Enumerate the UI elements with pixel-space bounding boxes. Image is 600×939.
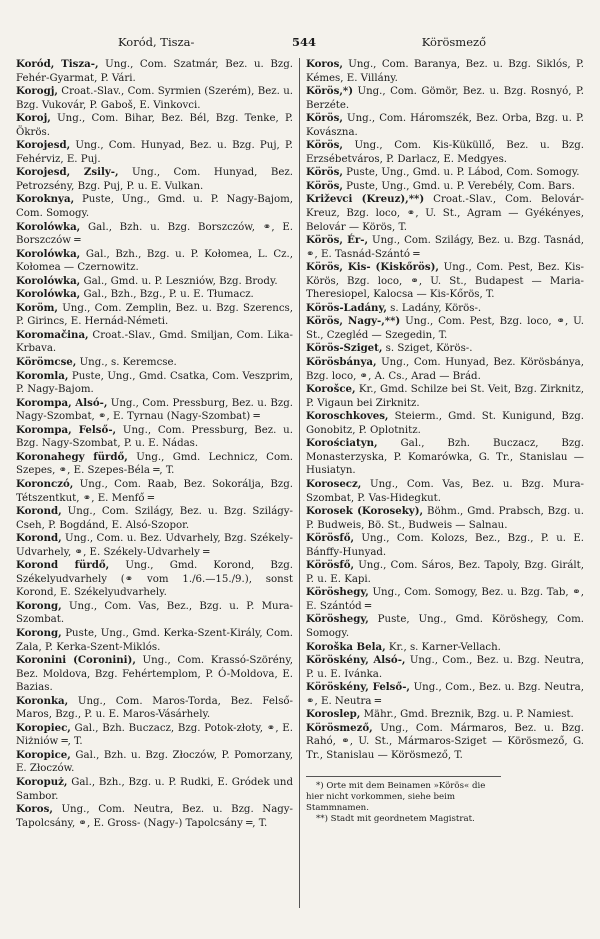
entry-text: Ung., Com. Kis-Küküllő, Bez. u. Bzg. Erzsébetváros, P. Darlacz, E. Medgyes.	[306, 140, 584, 165]
entry-headword: Köröshegy,	[306, 613, 369, 626]
gazetteer-entry	[16, 275, 293, 289]
entry-text: Ung., Com., Bez. u. Bzg. Neutra, ⚭, E. Neutra ═	[306, 682, 584, 707]
entry-headword: Körös,*)	[306, 85, 354, 98]
gazetteer-entry	[16, 505, 293, 532]
entry-text: Gal., Gmd. u. P. Leszniów, Bzg. Brody.	[80, 275, 278, 287]
entry-text: Gal., Bzh., Bzg., P. u. E. Tłumacz.	[80, 289, 254, 301]
entry-headword: Koroknya,	[16, 193, 75, 206]
entry-text: Gal., Bzh., Bzg. u. P. Kołomea, L. Cz., Kołomea — Czernowitz.	[16, 248, 293, 274]
entry-text: Steierm., Gmd. St. Kunigund, Bzg. Gonobitz, P. Oplotnitz.	[306, 411, 584, 436]
entry-headword: Körösfő,	[306, 559, 355, 572]
gazetteer-columns	[16, 58, 586, 908]
entry-headword: Körös,	[306, 112, 343, 125]
gazetteer-entry	[16, 139, 293, 166]
entry-headword: Koropiec,	[16, 721, 71, 734]
entry-text: Ung., Com. u. Bez. Udvarhely, Bzg. Székely-Udvarhely, ⚭, E. Székely-Udvarhely ═	[16, 533, 293, 558]
entry-headword: Korond,	[16, 505, 62, 518]
entry-text: Ung., Com. Raab, Bez. Sokorálja, Bzg. Tétszentkut, ⚭, E. Menfő ═	[16, 478, 293, 504]
entry-headword: Köröshegy,	[306, 586, 369, 599]
entry-text: Ung., Com. Pressburg, Bez. u. Bzg. Nagy-Szombat, ⚭, E. Tyrnau (Nagy-Szombat) ═	[16, 397, 293, 423]
gazetteer-entry	[306, 532, 584, 559]
entry-text: Ung., Com. Zemplin, Bez. u. Bzg. Szerencs, P. Girincs, E. Hernád-Németi.	[16, 302, 293, 328]
gazetteer-entry	[306, 613, 584, 640]
entry-headword: Koros,	[16, 803, 53, 816]
gazetteer-entry	[16, 451, 293, 478]
gazetteer-entry	[16, 193, 293, 220]
gazetteer-entry	[16, 356, 293, 370]
entry-headword: Körös-Sziget,	[306, 342, 383, 355]
gazetteer-entry	[306, 166, 584, 180]
entry-headword: Korond fürdő,	[16, 559, 110, 572]
entry-headword: Körös, Ér-,	[306, 234, 369, 247]
right-column	[300, 58, 584, 908]
entry-headword: Korompa, Felső-,	[16, 423, 117, 436]
gazetteer-entry	[306, 193, 584, 234]
gazetteer-entry	[306, 559, 584, 586]
entry-text: Ung., Gmd. Lechnicz, Com. Szepes, ⚭, E. Szepes-Béla ═, T.	[16, 451, 293, 477]
gazetteer-entry	[16, 532, 293, 559]
gazetteer-entry	[16, 654, 293, 695]
gazetteer-entry	[16, 749, 293, 776]
entry-text: Böhm., Gmd. Prabsch, Bzg. u. P. Budweis, Bö. St., Budweis — Salnau.	[306, 506, 584, 531]
entry-headword: Körös,	[306, 139, 343, 152]
entry-headword: Koropuż,	[16, 775, 68, 788]
entry-text: Gal., Bzh., Bzg. u. P. Rudki, E. Gródek und Sambor.	[16, 776, 293, 802]
entry-text: Gal., Bzh. Buczacz, Bzg. Monasterzyska, P. Komarówka, G. Tr., Stanislau — Husiatyn.	[306, 438, 584, 477]
entry-text: Ung., Com. Vas, Bez. u. Bzg. Mura-Szombat, P. Vas-Hidegkut.	[306, 478, 584, 504]
entry-text: Ung., Com. Pest, Bzg. loco, ⚭, U. St., Czegléd — Szegedin, T.	[306, 316, 584, 341]
entry-headword: Koronka,	[16, 694, 69, 707]
entry-text: Puste, Ung., Gmd. u. P. Nagy-Bajom, Com. Somogy.	[16, 194, 293, 220]
entry-headword: Korolówka,	[16, 247, 81, 260]
entry-text: Ung., Com. Maros-Torda, Bez. Felső-Maros, Bzg., P. u. E. Maros-Vásárhely.	[16, 695, 293, 721]
gazetteer-entry	[16, 695, 293, 722]
gazetteer-entry	[306, 342, 584, 356]
entry-headword: Körös, Nagy-,**)	[306, 315, 401, 328]
gazetteer-entry	[16, 302, 293, 329]
gazetteer-entry	[306, 139, 584, 166]
footnote: **) Stadt mit geordnetem Magistrat.	[316, 814, 475, 825]
gazetteer-entry	[16, 58, 293, 85]
entry-text: Ung., Com. Kolozs, Bez., Bzg., P. u. E. Bánffy-Hunyad.	[306, 533, 584, 558]
entry-headword: Korosek (Koroseky),	[306, 505, 424, 518]
entry-headword: Korompa, Alsó-,	[16, 396, 108, 409]
running-head-right: Körösmező	[421, 35, 486, 49]
footnote: *) Orte mit dem Beinamen »Körös« die hier nicht vorkommen, siehe beim Stammnamen.	[306, 781, 486, 814]
gazetteer-entry	[16, 329, 293, 356]
gazetteer-entry	[306, 722, 584, 763]
gazetteer-entry	[16, 627, 293, 654]
entry-text: Ung., Com. Neutra, Bez. u. Bzg. Nagy-Tapolcsány, ⚭, E. Gross- (Nagy-) Tapolcsány ═, T.	[16, 804, 293, 829]
entry-headword: Koröm,	[16, 301, 58, 314]
gazetteer-entry	[16, 600, 293, 627]
entry-headword: Korong,	[16, 626, 62, 639]
entry-text: Kr., s. Karner-Vellach.	[385, 641, 501, 653]
entry-text: Ung., Com. Hunyad, Bez. Körösbánya, Bzg. loco, ⚭, A. Cs., Arad — Brád.	[306, 357, 584, 382]
gazetteer-entry	[16, 85, 293, 112]
gazetteer-entry	[306, 437, 584, 478]
gazetteer-entry	[306, 641, 584, 655]
gazetteer-entry	[16, 112, 293, 139]
gazetteer-entry	[306, 261, 584, 302]
entry-text: Puste, Ung., Gmd. Köröshegy, Com. Somogy.	[306, 614, 584, 639]
entry-text: s. Sziget, Körös-.	[382, 343, 473, 355]
entry-text: Puste, Ung., Gmd. u. P. Verebély, Com. Bars.	[342, 180, 575, 192]
entry-text: Mähr., Gmd. Breznik, Bzg. u. P. Namiest.	[360, 709, 574, 721]
entry-text: Ung., Com. Krassó-Szörény, Bez. Moldova, Bzg. Fehértemplom, P. Ó-Moldova, E. Bazias.	[16, 655, 293, 694]
entry-text: Ung., Com. Baranya, Bez. u. Bzg. Siklós, P. Kémes, E. Villány.	[306, 59, 584, 84]
entry-headword: Korojesd,	[16, 139, 71, 152]
gazetteer-entry	[306, 234, 584, 261]
entry-headword: Körös-Ladány,	[306, 301, 387, 314]
entry-headword: Koros,	[306, 58, 343, 70]
entry-text: s. Ladány, Körös-.	[386, 302, 482, 314]
entry-text: Croat.-Slav., Com. Belovár-Kreuz, Bzg. loco, ⚭, U. St., Agram — Gyékényes, Belovár — Körös, T.	[306, 194, 584, 233]
gazetteer-entry	[16, 248, 293, 275]
entry-text: Ung., Com. Szilágy, Bez. u. Bzg. Tasnád, ⚭, E. Tasnád-Szántó ═	[306, 235, 584, 260]
entry-headword: Körösbánya,	[306, 356, 377, 369]
gazetteer-entry	[306, 681, 584, 708]
entry-text: Ung., Com. Pest, Bez. Kis-Körös, Bzg. loco, ⚭, U. St., Budapest — Maria-Theresiopel, Kalocsa — Kis-Kőrös, T.	[306, 262, 584, 301]
footnotes	[306, 776, 501, 825]
entry-headword: Koroschkoves,	[306, 410, 389, 423]
entry-text: Ung., s. Keremcse.	[76, 357, 177, 369]
entry-text: Puste, Ung., Gmd. Kerka-Szent-Király, Com. Zala, P. Kerka-Szent-Miklós.	[16, 627, 293, 653]
entry-headword: Koromačina,	[16, 328, 89, 341]
entry-text: Kr., Gmd. Schilze bei St. Veit, Bzg. Zirknitz, P. Vigaun bei Zirknitz.	[306, 384, 584, 409]
entry-headword: Koroslep,	[306, 708, 361, 721]
entry-text: Ung., Com. Bihar, Bez. Bél, Bzg. Tenke, P. Ökrös.	[16, 113, 293, 138]
entry-headword: Korogj,	[16, 85, 58, 98]
entry-text: Ung., Com. Mármaros, Bez. u. Bzg. Rahó, ⚭, U. St., Mármaros-Sziget — Körösmező, G. Tr., Stanislau — Körösmező, T.	[306, 722, 584, 761]
entry-text: Gal., Bzh. u. Bzg. Złoczów, P. Pomorzany, E. Złoczów.	[16, 749, 293, 775]
gazetteer-entry	[306, 586, 584, 613]
gazetteer-entry	[306, 654, 584, 681]
gazetteer-entry	[306, 708, 584, 722]
entry-headword: Korojesd, Zsily-,	[16, 166, 119, 179]
entry-headword: Korolówka,	[16, 220, 81, 233]
entry-headword: Koród, Tisza-,	[16, 58, 99, 70]
entry-text: Ung., Com. Pressburg, Bez. u. Bzg. Nagy-Szombat, P. u. E. Nádas.	[16, 424, 293, 450]
entry-headword: Körösfő,	[306, 532, 355, 545]
entry-text: Ung., Com. Vas, Bez., Bzg. u. P. Mura-Szombat.	[16, 600, 293, 626]
entry-text: Ung., Com. Gömör, Bez. u. Bzg. Rosnyó, P. Berzéte.	[306, 86, 584, 111]
entry-text: Ung., Gmd. Korond, Bzg. Székelyudvarhely (⚭ vom 1./6.—15./9.), sonst Korond, E. Székelyudvarhely.	[16, 560, 293, 599]
entry-headword: Korolówka,	[16, 288, 81, 301]
entry-headword: Korosecz,	[306, 477, 362, 490]
gazetteer-entry	[16, 803, 293, 830]
entry-text: Croat.-Slav., Gmd. Smiljan, Com. Lika-Krbava.	[16, 329, 293, 355]
gazetteer-entry	[16, 370, 293, 397]
entry-headword: Korošce,	[306, 383, 356, 396]
entry-headword: Korong,	[16, 599, 62, 612]
gazetteer-entry	[306, 410, 584, 437]
entry-headword: Koroška Bela,	[306, 640, 386, 653]
entry-text: Ung., Com. Hunyad, Bez. Petrozsény, Bzg. Puj, P. u. E. Vulkan.	[16, 167, 293, 192]
gazetteer-entry	[16, 559, 293, 600]
gazetteer-entry	[306, 112, 584, 139]
entry-text: Ung., Com. Hunyad, Bez. u. Bzg. Puj, P. Fehérviz, E. Puj.	[16, 140, 293, 165]
entry-text: Gal., Bzh. u. Bzg. Borszczów, ⚭, E. Borszczów ═	[16, 221, 293, 247]
entry-headword: Koronini (Coronini),	[16, 654, 136, 667]
gazetteer-entry	[16, 166, 293, 193]
entry-headword: Križevci (Kreuz),**)	[306, 193, 425, 206]
running-head-left: Koród, Tisza-	[118, 35, 195, 49]
entry-text: Gal., Bzh. Buczacz, Bzg. Potok-złoty, ⚭, E. Niżniów ═, T.	[16, 722, 293, 748]
entry-headword: Körösmező,	[306, 721, 373, 734]
entry-headword: Korolówka,	[16, 274, 81, 287]
entry-headword: Köröskény, Felső-,	[306, 681, 410, 694]
gazetteer-entry	[306, 180, 584, 194]
entry-headword: Korond,	[16, 532, 62, 545]
entry-headword: Köröskény, Alsó-,	[306, 654, 406, 667]
entry-text: Ung., Com. Háromszék, Bez. Orba, Bzg. u. P. Kovászna.	[306, 113, 584, 138]
entry-headword: Koronczó,	[16, 477, 74, 490]
entry-headword: Körös,	[306, 179, 343, 192]
entry-headword: Koronahegy fürdő,	[16, 450, 128, 463]
gazetteer-entry	[306, 478, 584, 505]
running-head	[16, 35, 586, 51]
gazetteer-entry	[306, 85, 584, 112]
gazetteer-entry	[16, 722, 293, 749]
page-number: 544	[292, 35, 317, 49]
entry-text: Puste, Ung., Gmd. u. P. Lábod, Com. Somogy.	[342, 167, 580, 179]
gazetteer-entry	[16, 478, 293, 505]
gazetteer-entry	[16, 221, 293, 248]
entry-headword: Korościatyn,	[306, 437, 378, 450]
left-column	[16, 58, 300, 908]
entry-headword: Koromla,	[16, 369, 69, 382]
entry-headword: Koropice,	[16, 748, 71, 761]
entry-headword: Koroj,	[16, 112, 51, 125]
gazetteer-entry	[306, 505, 584, 532]
entry-text: Ung., Com. Sáros, Bez. Tapoly, Bzg. Girált, P. u. E. Kapi.	[306, 560, 584, 585]
gazetteer-entry	[306, 383, 584, 410]
right-column-entries	[306, 58, 584, 762]
entry-text: Ung., Com. Somogy, Bez. u. Bzg. Tab, ⚭, E. Szántód ═	[306, 587, 584, 612]
entry-text: Ung., Com. Szilágy, Bez. u. Bzg. Szilágy-Cseh, P. Bogdánd, E. Alsó-Szopor.	[16, 506, 293, 531]
gazetteer-entry	[16, 424, 293, 451]
gazetteer-entry	[306, 302, 584, 316]
gazetteer-entry	[16, 288, 293, 302]
gazetteer-entry	[306, 356, 584, 383]
entry-text: Puste, Ung., Gmd. Csatka, Com. Veszprim, P. Nagy-Bajom.	[16, 370, 293, 396]
entry-headword: Körös,	[306, 166, 343, 179]
gazetteer-entry	[16, 397, 293, 424]
entry-headword: Körömcse,	[16, 356, 77, 369]
entry-headword: Körös, Kis- (Kiskőrös),	[306, 261, 439, 274]
gazetteer-entry	[16, 776, 293, 803]
gazetteer-entry	[306, 58, 584, 85]
entry-text: Ung., Com. Szatmár, Bez. u. Bzg. Fehér-Gyarmat, P. Vári.	[16, 59, 294, 84]
entry-text: Croat.-Slav., Com. Syrmien (Szerém), Bez. u. Bzg. Vukovár, P. Gaboš, E. Vinkovci.	[16, 86, 293, 111]
gazetteer-entry	[306, 315, 584, 342]
entry-text: Ung., Com., Bez. u. Bzg. Neutra, P. u. E. Ivánka.	[306, 655, 584, 680]
